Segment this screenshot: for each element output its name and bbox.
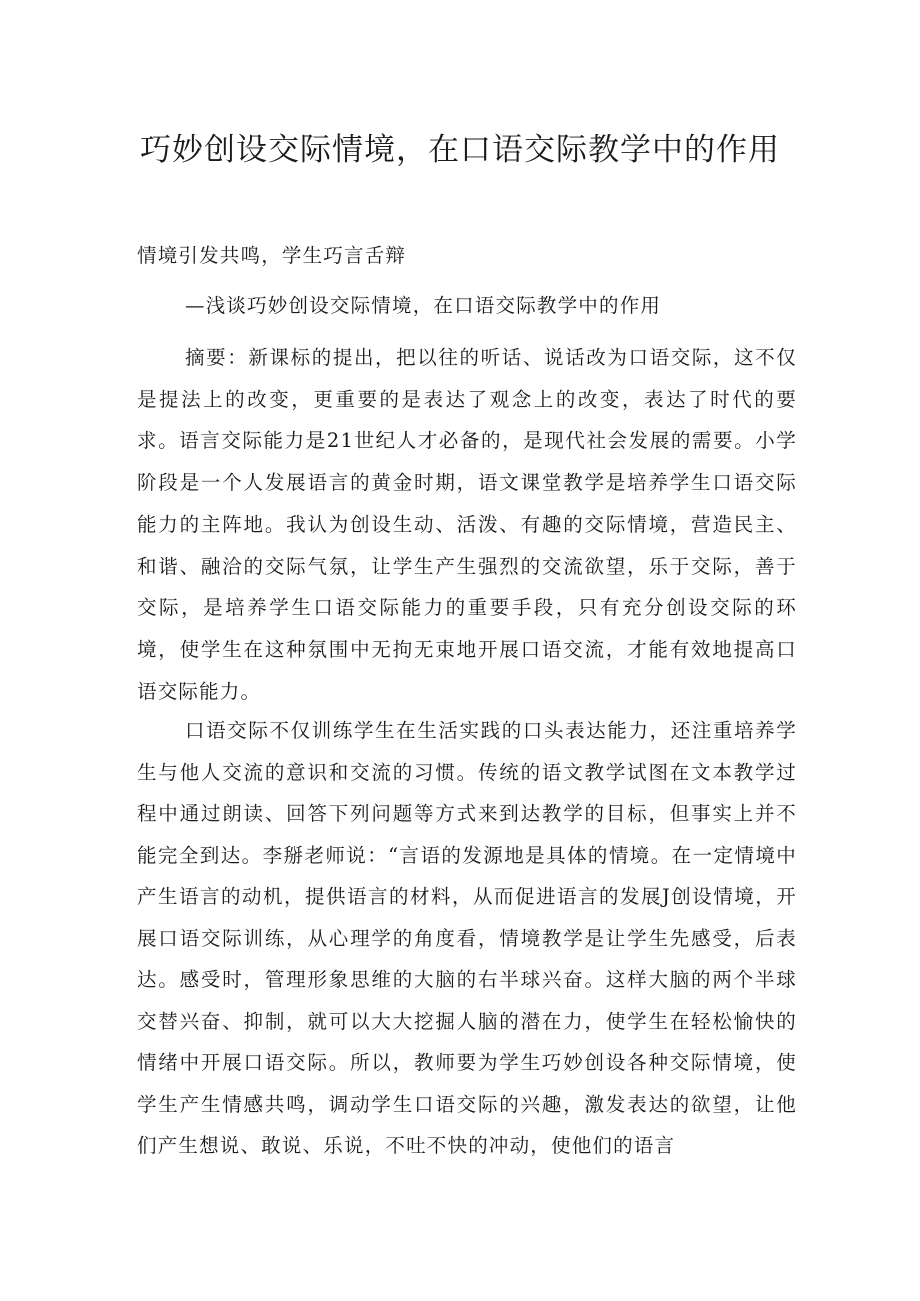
body-paragraph: 口语交际不仅训练学生在生活实践的口头表达能力，还注重培养学生与他人交流的意识和交流的习惯。传统的语文教学试图在文本教学过程中通过朗读、回答下列问题等方式来到达教学的目标，但事实上并不能完全到达。李掰老师说：“言语的发源地是具体的情境。在一定情境中产生语言的动机，提供语言的材料，从而促进语言的发展J创设情境，开展口语交际训练，从心理学的角度看，情境教学是让学生先感受，后表达。感受时，管理形象思维的大脑的右半球兴奋。这样大脑的两个半球交替兴奋、抑制，就可以大大挖掘人脑的潜在力，使学生在轻松愉快的情绪中开展口语交际。所以，教师要为学生巧妙创设各种交际情境，使学生产生情感共鸣，调动学生口语交际的兴趣，激发表达的欲望，让他们产生想说、敢说、乐说，不吐不快的冲动，使他们的语言	[137, 719, 797, 1157]
document-subtitle: 情境引发共鸣，学生巧言舌辩	[137, 244, 407, 267]
document-title: 巧妙创设交际情境，在口语交际教学中的作用	[140, 132, 780, 168]
document-sub-heading: —浅谈巧妙创设交际情境，在口语交际教学中的作用	[185, 294, 662, 317]
abstract-paragraph: 摘要：新课标的提出，把以往的听话、说话改为口语交际，这不仅是提法上的改变，更重要的是表达了观念上的改变，表达了时代的要求。语言交际能力是21世纪人才必备的，是现代社会发展的需要。小学阶段是一个人发展语言的黄金时期，语文课堂教学是培养学生口语交际能力的主阵地。我认为创设生动、活泼、有趣的交际情境，营造民主、和谐、融洽的交际气氛，让学生产生强烈的交流欲望，乐于交际，善于交际，是培养学生口语交际能力的重要手段，只有充分创设交际的环境，使学生在这种氛围中无拘无束地开展口语交流，才能有效地提高口语交际能力。	[137, 346, 797, 703]
